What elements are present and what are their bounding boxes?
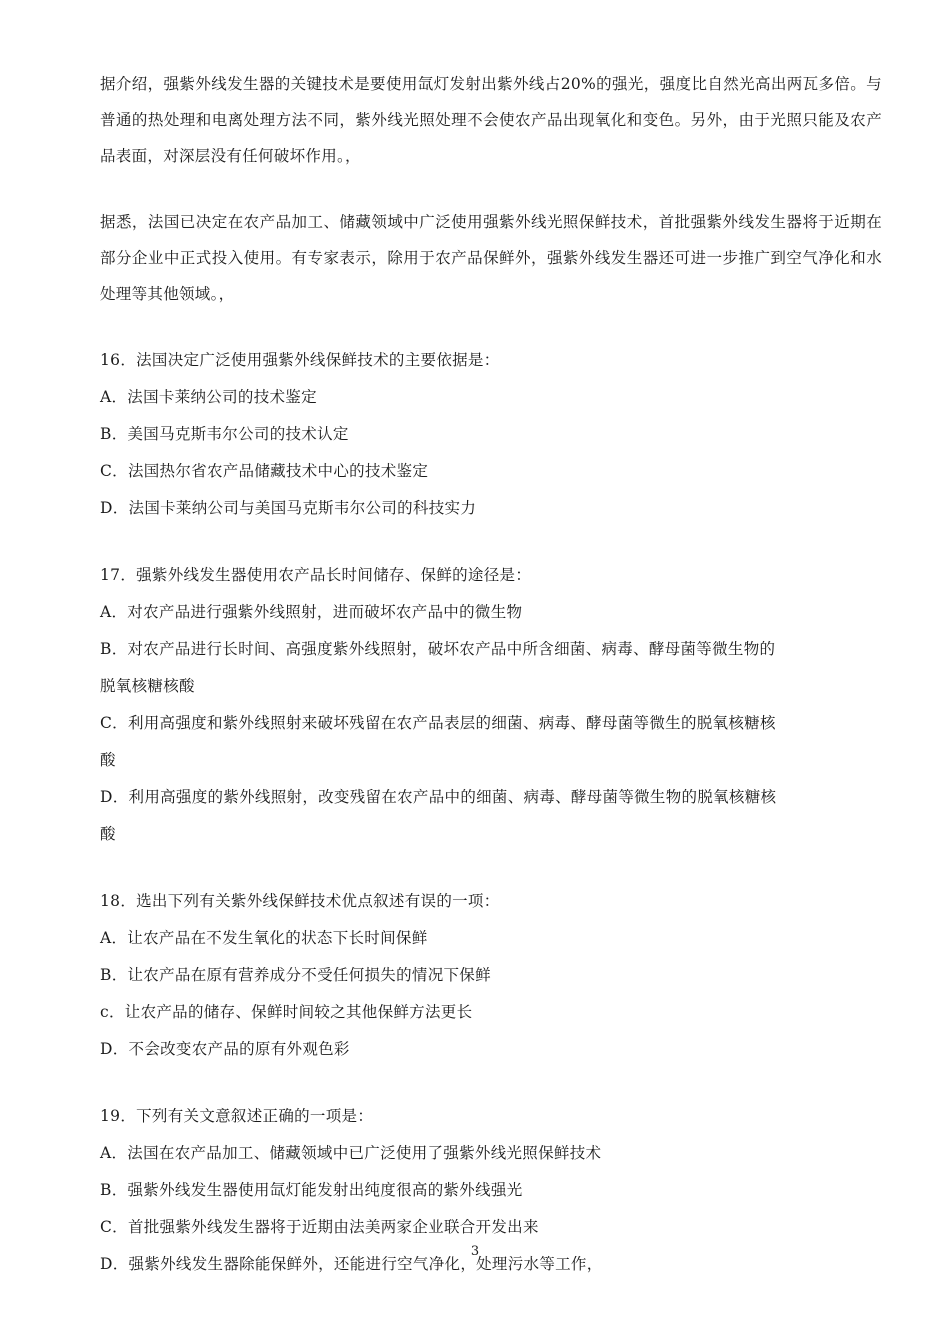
option-c: C．首批强紫外线发生器将于近期由法美两家企业联合开发出来: [100, 1218, 539, 1236]
option-a: A．对农产品进行强紫外线照射，进而破坏农产品中的微生物: [100, 603, 523, 621]
question-stem: 16．法国决定广泛使用强紫外线保鲜技术的主要依据是：: [100, 351, 500, 369]
page-number: 3: [470, 1244, 480, 1259]
option-d: D．法国卡莱纳公司与美国马克斯韦尔公司的科技实力: [100, 499, 477, 517]
option-c: C．利用高强度和紫外线照射来破坏残留在农产品表层的细菌、病毒、酵母菌等微生的脱氧核糖核酸: [100, 714, 776, 769]
question-17: [100, 557, 882, 853]
page-content: [100, 66, 882, 1313]
question-16: [100, 342, 882, 527]
option-a: A．法国在农产品加工、储藏领域中已广泛使用了强紫外线光照保鲜技术: [100, 1144, 602, 1162]
option-c: c．让农产品的储存、保鲜时间较之其他保鲜方法更长: [100, 1003, 473, 1021]
question-stem: 19．下列有关文意叙述正确的一项是：: [100, 1107, 374, 1125]
option-c: C．法国热尔省农产品储藏技术中心的技术鉴定: [100, 462, 429, 480]
option-d: D．强紫外线发生器除能保鲜外，还能进行空气净化，处理污水等工作，: [100, 1255, 603, 1273]
paragraph-france-adoption: 据悉，法国已决定在农产品加工、储藏领域中广泛使用强紫外线光照保鲜技术，首批强紫外线发生器将于近期在部分企业中正式投入使用。有专家表示，除用于农产品保鲜外，强紫外线发生器还可进一步推广到空气净化和水处理等其他领域。，: [100, 213, 882, 303]
question-18: [100, 883, 882, 1068]
option-b: B．对农产品进行长时间、高强度紫外线照射，破坏农产品中所含细菌、病毒、酵母菌等微生物的脱氧核糖核酸: [100, 640, 776, 695]
option-a: A．让农产品在不发生氧化的状态下长时间保鲜: [100, 929, 428, 947]
option-a: A．法国卡莱纳公司的技术鉴定: [100, 388, 317, 406]
option-b: B．强紫外线发生器使用氙灯能发射出纯度很高的紫外线强光: [100, 1181, 523, 1199]
option-b: B．美国马克斯韦尔公司的技术认定: [100, 425, 349, 443]
question-stem: 18．选出下列有关紫外线保鲜技术优点叙述有误的一项：: [100, 892, 500, 910]
question-stem: 17．强紫外线发生器使用农产品长时间储存、保鲜的途径是：: [100, 566, 532, 584]
paragraph-xenon-lamp: 据介绍，强紫外线发生器的关键技术是要使用氙灯发射出紫外线占20%的强光，强度比自然光高出两瓦多倍。与普通的热处理和电离处理方法不同，紫外线光照处理不会使农产品出现氧化和变色。另外，由于光照只能及农产品表面，对深层没有任何破坏作用。，: [100, 75, 882, 165]
option-b: B．让农产品在原有营养成分不受任何损失的情况下保鲜: [100, 966, 491, 984]
option-d: D．不会改变农产品的原有外观色彩: [100, 1040, 350, 1058]
option-d: D．利用高强度的紫外线照射，改变残留在农产品中的细菌、病毒、酵母菌等微生物的脱氧核糖核酸: [100, 788, 777, 843]
